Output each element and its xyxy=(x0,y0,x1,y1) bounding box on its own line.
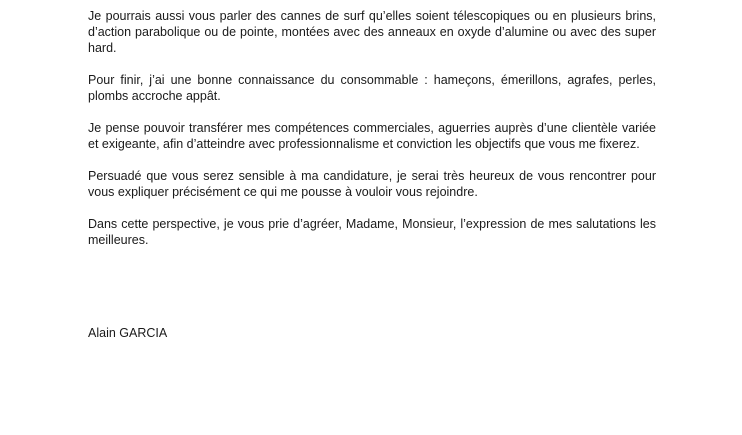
letter-body xyxy=(88,8,656,264)
paragraph-skills-transfer: Je pense pouvoir transférer mes compétences commerciales, aguerries auprès d’une clientèle variée et exigeante, afin d’atteindre avec professionnalisme et conviction les objectifs que vous me fixerez. xyxy=(88,121,656,151)
paragraph-surf-rods: Je pourrais aussi vous parler des cannes de surf qu’elles soient télescopiques ou en plusieurs brins, d’action parabolique ou de pointe, montées avec des anneaux en oxyde d’alumine ou avec des super hard. xyxy=(88,9,656,55)
paragraph-interview-request: Persuadé que vous serez sensible à ma candidature, je serai très heureux de vous rencontrer pour vous expliquer précisément ce qui me pousse à vouloir vous rejoindre. xyxy=(88,169,656,199)
signature-name: Alain GARCIA xyxy=(88,326,168,340)
paragraph-closing-salutation: Dans cette perspective, je vous prie d’agréer, Madame, Monsieur, l’expression de mes salutations les meilleures. xyxy=(88,217,656,247)
paragraph-consumables: Pour finir, j’ai une bonne connaissance du consommable : hameçons, émerillons, agrafes, perles, plombs accroche appât. xyxy=(88,73,656,103)
